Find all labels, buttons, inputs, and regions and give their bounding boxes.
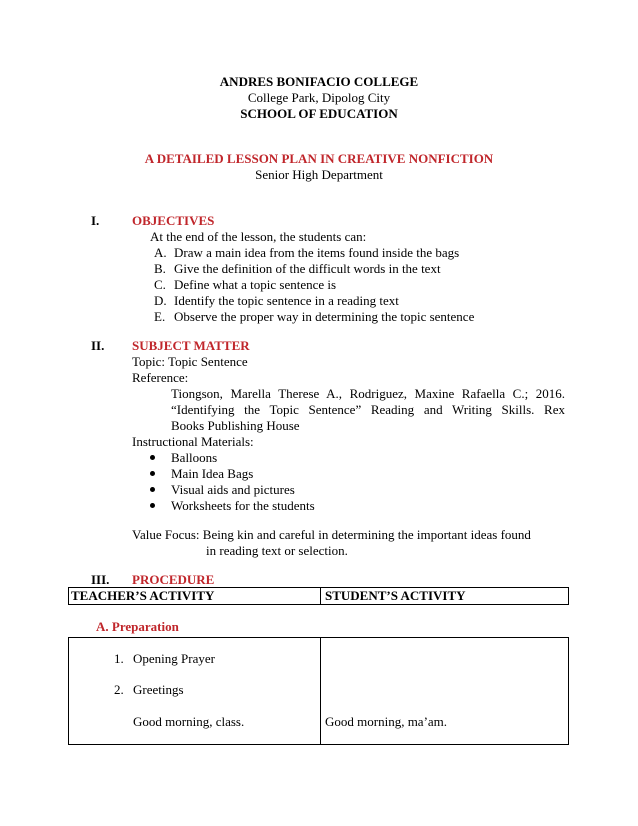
objective-letter: C.: [154, 277, 166, 292]
objective-text: Give the definition of the difficult words in the text: [174, 261, 441, 276]
college-address: College Park, Dipolog City: [247, 90, 391, 105]
procedure-header-table: [68, 587, 569, 605]
school-name: SCHOOL OF EDUCATION: [240, 106, 398, 121]
teacher-activity-label: TEACHER’S ACTIVITY: [71, 588, 215, 603]
teacher-activity-cell: [69, 638, 321, 745]
objective-letter: E.: [154, 309, 166, 324]
objective-letter: A.: [154, 245, 167, 260]
student-greeting: Good morning, ma’am.: [325, 714, 448, 729]
student-activity-header: [321, 588, 569, 605]
material-item: Balloons: [171, 450, 218, 465]
department-name: Senior High Department: [255, 167, 383, 182]
objective-text: Draw a main idea from the items found inside the bags: [174, 245, 460, 260]
topic-line: Topic: Topic Sentence: [132, 354, 248, 369]
objectives-intro: At the end of the lesson, the students can:: [150, 229, 367, 244]
section-title-subject-matter: SUBJECT MATTER: [132, 338, 250, 353]
step-number: 2.: [114, 682, 124, 697]
value-focus: Value Focus: Being kin and careful in determining the important ideas found: [132, 527, 531, 542]
objective-letter: D.: [154, 293, 167, 308]
section-numeral-procedure: III.: [91, 572, 110, 587]
teacher-greeting: Good morning, class.: [133, 714, 245, 729]
bullet-icon: [150, 487, 155, 492]
section-title-procedure: PROCEDURE: [132, 572, 215, 587]
material-item: Visual aids and pictures: [171, 482, 295, 497]
material-item: Worksheets for the students: [171, 498, 315, 513]
preparation-heading: A. Preparation: [96, 619, 179, 634]
student-activity-cell: [321, 638, 569, 745]
step-text: Opening Prayer: [133, 651, 215, 666]
objective-text: Observe the proper way in determining the topic sentence: [174, 309, 475, 324]
step-number: 1.: [114, 651, 124, 666]
section-numeral-objectives: I.: [91, 213, 100, 228]
reference-line: Tiongson, Marella Therese A., Rodriguez, Maxine Rafaella C.; 2016.: [171, 386, 565, 401]
objective-text: Define what a topic sentence is: [174, 277, 337, 292]
reference-line: “Identifying the Topic Sentence” Reading and Writing Skills. Rex: [171, 402, 565, 417]
bullet-icon: [150, 503, 155, 508]
materials-label: Instructional Materials:: [132, 434, 254, 449]
reference-line: Books Publishing House: [171, 418, 300, 433]
college-name: ANDRES BONIFACIO COLLEGE: [219, 74, 419, 89]
value-focus-continued: in reading text or selection.: [206, 543, 348, 558]
bullet-icon: [150, 471, 155, 476]
material-item: Main Idea Bags: [171, 466, 254, 481]
reference-label: Reference:: [132, 370, 189, 385]
section-numeral-subject-matter: II.: [91, 338, 105, 353]
lesson-plan-title: A DETAILED LESSON PLAN IN CREATIVE NONFICTION: [144, 151, 494, 166]
teacher-activity-header: [69, 588, 321, 605]
step-text: Greetings: [133, 682, 184, 697]
objective-letter: B.: [154, 261, 166, 276]
section-title-objectives: OBJECTIVES: [132, 213, 215, 228]
preparation-table: [68, 637, 569, 745]
bullet-icon: [150, 455, 155, 460]
student-activity-label: STUDENT’S ACTIVITY: [325, 588, 466, 603]
objective-text: Identify the topic sentence in a reading text: [174, 293, 399, 308]
